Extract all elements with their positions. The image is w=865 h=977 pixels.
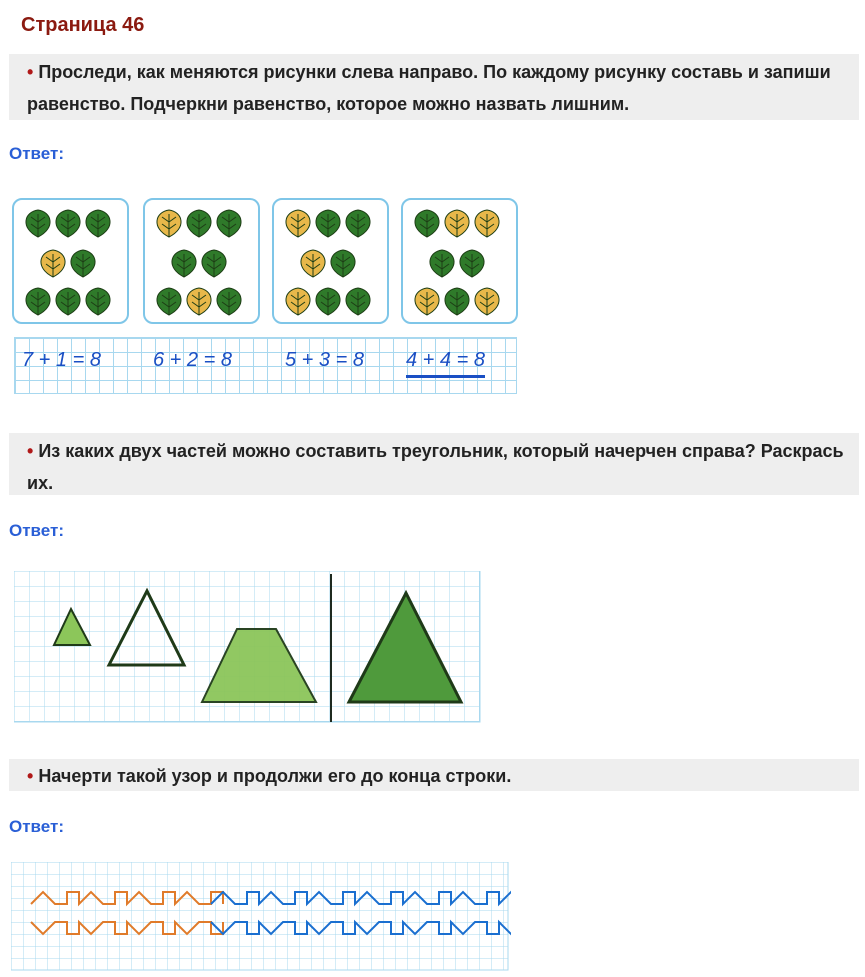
- leaf-yellow-icon: [157, 210, 181, 237]
- bullet-icon: •: [27, 766, 34, 786]
- leaf-green-icon: [460, 250, 484, 277]
- leaf-green-icon: [26, 288, 50, 315]
- leaf-green-icon: [157, 288, 181, 315]
- equation-2: 6 + 2 = 8: [153, 349, 232, 371]
- pattern-grid: [11, 862, 511, 972]
- task-3-text: Начерти такой узор и продолжи его до конца строки.: [38, 766, 512, 786]
- bullet-icon: •: [27, 62, 34, 82]
- task-1-text: Проследи, как меняются рисунки слева направо. По каждому рисунку составь и запиши равенство. Подчеркни равенство, которое можно назвать лишним.: [27, 62, 831, 114]
- answer-label-1: Ответ:: [9, 144, 64, 163]
- task-2-instruction: [9, 433, 859, 495]
- answer-label-2: Ответ:: [9, 521, 64, 540]
- leaf-green-icon: [56, 288, 80, 315]
- leaf-yellow-icon: [286, 288, 310, 315]
- leaf-green-icon: [86, 288, 110, 315]
- bullet-icon: •: [27, 441, 34, 461]
- equation-1: 7 + 1 = 8: [22, 349, 101, 371]
- leaf-green-icon: [71, 250, 95, 277]
- leaf-green-icon: [316, 210, 340, 237]
- leaf-green-icon: [331, 250, 355, 277]
- page-title: Страница 46: [21, 14, 145, 36]
- equation-4-underlined: 4 + 4 = 8: [406, 349, 485, 378]
- leaf-green-icon: [415, 210, 439, 237]
- leaves-layer: [0, 0, 865, 340]
- leaf-green-icon: [445, 288, 469, 315]
- leaf-yellow-icon: [475, 288, 499, 315]
- leaf-green-icon: [26, 210, 50, 237]
- leaf-yellow-icon: [286, 210, 310, 237]
- leaf-yellow-icon: [445, 210, 469, 237]
- leaf-green-icon: [202, 250, 226, 277]
- leaf-yellow-icon: [301, 250, 325, 277]
- equation-3: 5 + 3 = 8: [285, 349, 364, 371]
- leaf-yellow-icon: [415, 288, 439, 315]
- answer-label-3: Ответ:: [9, 817, 64, 836]
- leaf-green-icon: [346, 288, 370, 315]
- task-3-instruction: [9, 759, 859, 791]
- leaf-green-icon: [217, 210, 241, 237]
- leaf-green-icon: [56, 210, 80, 237]
- leaf-green-icon: [172, 250, 196, 277]
- leaf-green-icon: [346, 210, 370, 237]
- leaf-green-icon: [217, 288, 241, 315]
- task-2-text: Из каких двух частей можно составить треугольник, который начерчен справа? Раскрась их.: [27, 441, 844, 493]
- leaf-yellow-icon: [41, 250, 65, 277]
- leaf-green-icon: [316, 288, 340, 315]
- leaf-yellow-icon: [187, 288, 211, 315]
- leaf-green-icon: [86, 210, 110, 237]
- leaf-green-icon: [187, 210, 211, 237]
- leaf-yellow-icon: [475, 210, 499, 237]
- leaf-green-icon: [430, 250, 454, 277]
- triangle-grid: [14, 571, 484, 723]
